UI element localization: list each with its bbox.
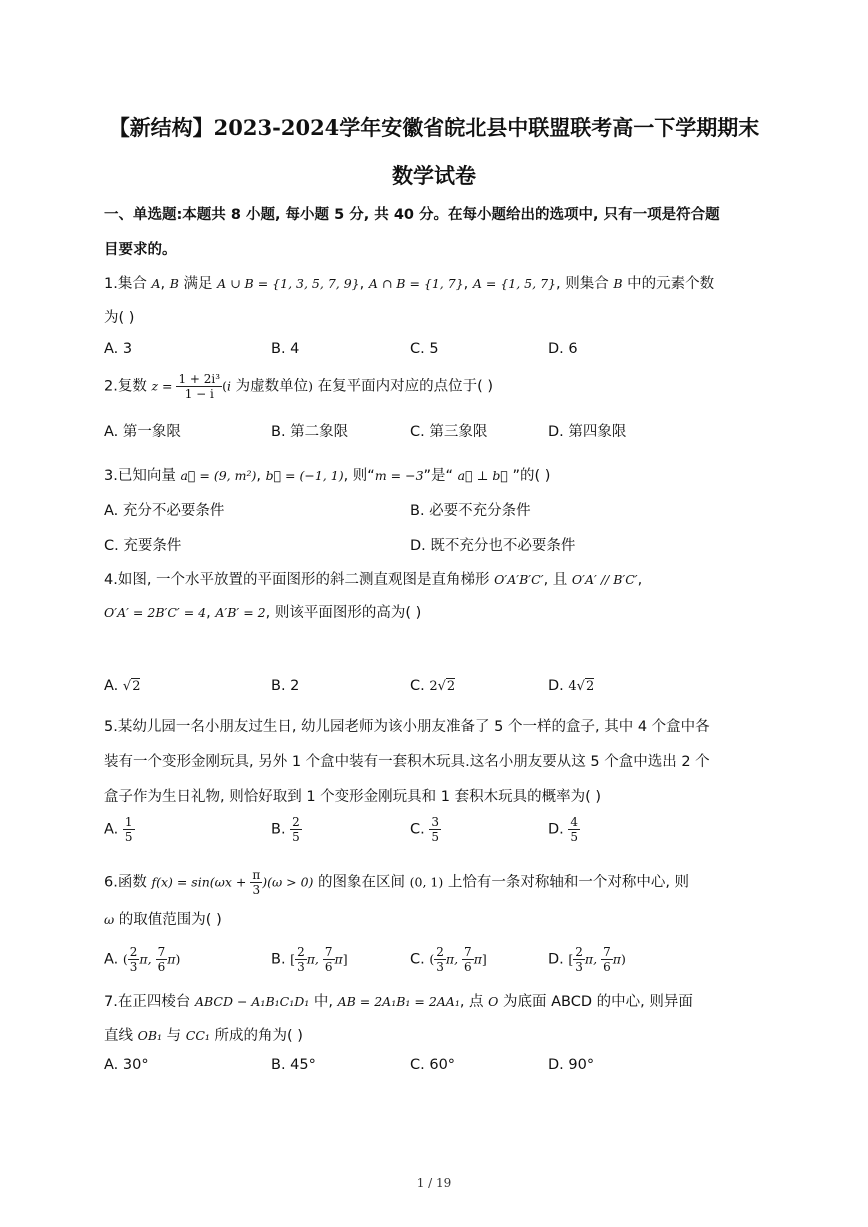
q3-option-c[interactable]: C. 充要条件: [104, 538, 182, 554]
q1-option-d[interactable]: D. 6: [548, 341, 578, 357]
page-number: 1 / 19: [416, 1176, 452, 1190]
question-3-stem: 3.已知向量 a⃗ = (9, m²), b⃗ = (−1, 1), 则“m = −3”是“ a⃗ ⊥ b⃗ ”的( ): [104, 468, 551, 484]
q2-option-d[interactable]: D. 第四象限: [548, 424, 627, 440]
q5-option-c[interactable]: C. $\frac{3}{5}$: [410, 815, 439, 844]
q2-option-a[interactable]: A. 第一象限: [104, 424, 181, 440]
two-sqrt-2: 2√2: [429, 679, 456, 694]
q6-option-d[interactable]: D. [ $\frac{2}{3}$ π, $\frac{7}{6}$ π): [548, 945, 626, 974]
title-line-1: 【新结构】2023-2024学年安徽省皖北县中联盟联考高一下学期期末: [108, 115, 760, 140]
question-5-stem-cont: 装有一个变形金刚玩具, 另外 1 个盒中装有一套积木玩具.这名小朋友要从这 5 个盒中选出 2 个: [104, 754, 710, 770]
q4-option-d[interactable]: D. 4√2: [548, 678, 595, 694]
title-line-2: 数学试卷: [392, 163, 476, 188]
q6-option-b[interactable]: B. [ $\frac{2}{3}$ π, $\frac{7}{6}$ π]: [271, 945, 348, 974]
question-5-stem-cont2: 盒子作为生日礼物, 则恰好取到 1 个变形金刚玩具和 1 套积木玩具的概率为( ): [104, 789, 602, 805]
q4-option-a[interactable]: A. √2: [104, 678, 141, 694]
q1-option-c[interactable]: C. 5: [410, 341, 439, 357]
question-5-stem: 5.某幼儿园一名小朋友过生日, 幼儿园老师为该小朋友准备了 5 个一样的盒子, 其中 4 个盒中各: [104, 719, 710, 735]
q4-option-c[interactable]: C. 2√2: [410, 678, 456, 694]
four-sqrt-2: 4√2: [568, 679, 595, 694]
question-6-stem-cont: ω 的取值范围为( ): [104, 912, 222, 928]
question-4-stem-cont: O′A′ = 2B′C′ = 4, A′B′ = 2, 则该平面图形的高为( ): [104, 605, 422, 621]
q3-option-a[interactable]: A. 充分不必要条件: [104, 503, 225, 519]
q5-option-d[interactable]: D. $\frac{4}{5}$: [548, 815, 579, 844]
question-2-stem: 2.复数 z = $\frac{\text{1 + 2i³}}{1 - i}$ (i 为虚数单位) 在复平面内对应的点位于( ): [104, 372, 493, 401]
q5-option-b[interactable]: B. $\frac{2}{5}$: [271, 815, 300, 844]
q4-option-b[interactable]: B. 2: [271, 678, 300, 694]
q1-option-b[interactable]: B. 4: [271, 341, 300, 357]
q7-option-d[interactable]: D. 90°: [548, 1057, 595, 1073]
q3-option-d[interactable]: D. 既不充分也不必要条件: [410, 538, 576, 554]
question-7-stem-cont: 直线 OB₁ 与 CC₁ 所成的角为( ): [104, 1028, 303, 1044]
section-heading: 一、单选题:本题共 8 小题, 每小题 5 分, 共 40 分。在每小题给出的选项中, 只有一项是符合题: [104, 207, 720, 223]
q1-option-a[interactable]: A. 3: [104, 341, 133, 357]
question-4-stem: 4.如图, 一个水平放置的平面图形的斜二测直观图是直角梯形 O′A′B′C′, 且 O′A′ // B′C′,: [104, 572, 643, 588]
q7-option-c[interactable]: C. 60°: [410, 1057, 456, 1073]
q2-fraction: $\frac{\text{1 + 2i³}}{1 - i}$: [178, 372, 221, 401]
q5-option-a[interactable]: A. $\frac{1}{5}$: [104, 815, 133, 844]
q6-option-a[interactable]: A. ( $\frac{2}{3}$ π, $\frac{7}{6}$ π): [104, 945, 181, 974]
question-6-stem: 6.函数 f(x) = sin(ωx + $\frac{\pi}{3}$ )(ω > 0) 的图象在区间 (0, 1) 上恰有一条对称轴和一个对称中心, 则: [104, 868, 690, 897]
q7-option-a[interactable]: A. 30°: [104, 1057, 149, 1073]
q6-option-c[interactable]: C. ( $\frac{2}{3}$ π, $\frac{7}{6}$ π]: [410, 945, 487, 974]
q7-option-b[interactable]: B. 45°: [271, 1057, 316, 1073]
q2-option-b[interactable]: B. 第二象限: [271, 424, 349, 440]
q3-option-b[interactable]: B. 必要不充分条件: [410, 503, 531, 519]
q2-option-c[interactable]: C. 第三象限: [410, 424, 488, 440]
sqrt-2: √2: [122, 679, 141, 694]
question-1-stem-cont: 为( ): [104, 310, 135, 326]
section-heading-cont: 目要求的。: [104, 242, 177, 258]
question-7-stem: 7.在正四棱台 ABCD − A₁B₁C₁D₁ 中, AB = 2A₁B₁ = 2AA₁, 点 O 为底面 ABCD 的中心, 则异面: [104, 994, 693, 1010]
question-1-stem: 1.集合 A, B 满足 A ∪ B = {1, 3, 5, 7, 9}, A ∩ B = {1, 7}, A = {1, 5, 7}, 则集合 B 中的元素个数: [104, 276, 715, 292]
